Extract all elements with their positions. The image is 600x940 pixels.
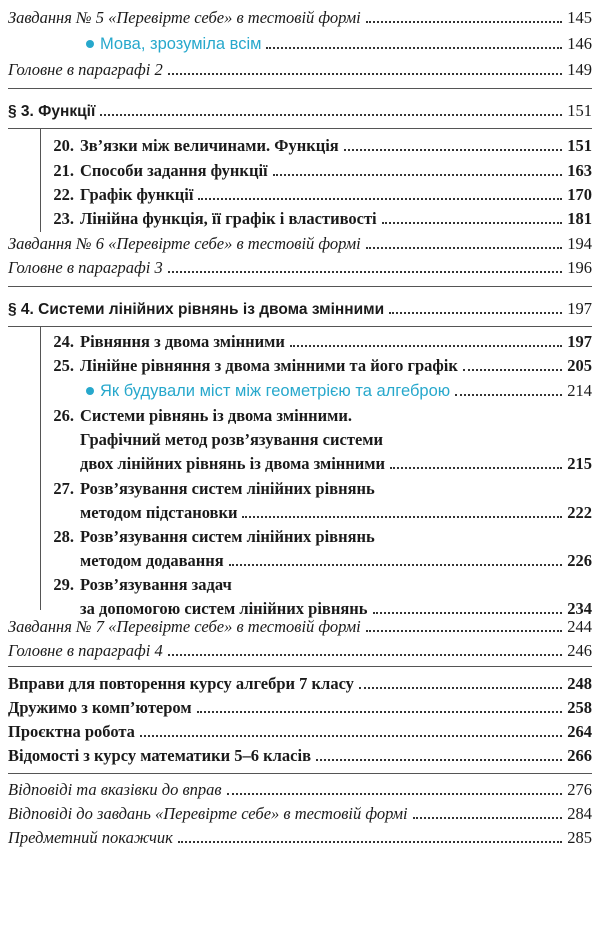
page-number: 258 [567, 698, 592, 717]
leader-dots [168, 654, 563, 656]
divider [40, 326, 41, 610]
leader-dots [413, 817, 563, 819]
page-number: 215 [567, 454, 592, 473]
entry-title: Дружимо з комп’ютером [8, 698, 192, 717]
toc-entry-line [46, 479, 375, 499]
toc-entry[interactable] [80, 551, 592, 571]
entry-number: 29. [53, 575, 74, 594]
toc-entry[interactable] [8, 780, 592, 800]
toc-entry[interactable] [8, 746, 592, 766]
toc-section[interactable] [8, 101, 592, 122]
page-number: 163 [567, 161, 592, 180]
entry-title [46, 332, 285, 352]
entry-title-text: Рівняння з двома змінними [80, 332, 285, 351]
leader-dots [366, 21, 563, 23]
entry-title: Завдання № 7 «Перевірте себе» в тестовій формі [8, 617, 361, 636]
entry-title: Відповіді до завдань «Перевірте себе» в тестовій формі [8, 804, 408, 823]
entry-title: Головне в параграфі 4 [8, 641, 163, 660]
toc-entry[interactable] [46, 185, 592, 205]
toc-entry[interactable] [8, 8, 592, 28]
page-number: 146 [567, 34, 592, 53]
toc-entry[interactable] [8, 828, 592, 848]
bullet-icon [86, 387, 94, 395]
entry-number: 21. [53, 161, 74, 180]
toc-entry-featured[interactable] [86, 381, 592, 401]
toc-entry[interactable] [8, 617, 592, 637]
entry-title: Завдання № 6 «Перевірте себе» в тестовій формі [8, 234, 361, 253]
entry-title: Проєктна робота [8, 722, 135, 741]
toc-entry[interactable] [80, 454, 592, 474]
toc-entry[interactable] [46, 136, 592, 156]
entry-title-text: Способи задання функції [80, 161, 268, 180]
entry-title-text: Лінійна функція, її графік і властивості [80, 209, 377, 228]
toc-entry[interactable] [8, 722, 592, 742]
leader-dots [316, 759, 562, 761]
entry-number: 28. [53, 527, 74, 546]
toc-entry-line: Графічний метод розв’язування системи [80, 430, 384, 449]
leader-dots [168, 73, 563, 75]
entry-number: 27. [53, 479, 74, 498]
toc-entry[interactable] [8, 234, 592, 254]
toc-entry[interactable] [8, 698, 592, 718]
entry-title [46, 356, 458, 376]
leader-dots [178, 841, 562, 843]
entry-title-text: Мова, зрозуміла всім [100, 35, 262, 53]
page-number: 151 [567, 136, 592, 155]
leader-dots [242, 516, 562, 518]
toc-entry-line [46, 575, 232, 595]
entry-title: Предметний покажчик [8, 828, 173, 847]
leader-dots [389, 312, 562, 314]
entry-title: Головне в параграфі 3 [8, 258, 163, 277]
entry-number: 22. [53, 185, 74, 204]
toc-entry[interactable] [8, 60, 592, 80]
leader-dots [290, 345, 562, 347]
entry-title: Завдання № 5 «Перевірте себе» в тестовій формі [8, 8, 361, 27]
divider [40, 128, 41, 232]
page-number: 181 [567, 209, 592, 228]
divider [8, 88, 592, 89]
toc-entry-line [46, 527, 375, 547]
entry-title-text: Розв’язування систем лінійних рівнянь [80, 527, 375, 546]
entry-title [46, 161, 268, 181]
toc-entry[interactable] [8, 641, 592, 661]
entry-title: Відомості з курсу математики 5–6 класів [8, 746, 312, 765]
leader-dots [366, 247, 563, 249]
leader-dots [197, 711, 563, 713]
leader-dots [455, 394, 562, 396]
page-number: 197 [567, 299, 592, 318]
entry-title-text: методом підстановки [80, 503, 238, 522]
entry-title-text: двох лінійних рівнянь із двома змінними [80, 454, 386, 473]
page-number: 149 [567, 60, 592, 79]
leader-dots [266, 47, 562, 49]
page-number: 170 [567, 185, 592, 204]
toc-entry[interactable] [8, 674, 592, 694]
entry-title-text: методом додавання [80, 551, 224, 570]
toc-entry-featured[interactable] [86, 34, 592, 54]
leader-dots [273, 174, 563, 176]
entry-title-text: за допомогою систем лінійних рівнянь [80, 599, 368, 618]
entry-number: 23. [53, 209, 74, 228]
toc-entry[interactable] [46, 356, 592, 376]
page-number: 264 [567, 722, 592, 741]
leader-dots [390, 467, 562, 469]
leader-dots [382, 222, 563, 224]
page-number: 145 [567, 8, 592, 27]
entry-title-text: Розв’язування систем лінійних рівнянь [80, 479, 375, 498]
page-number: 234 [567, 599, 592, 618]
page-number: 151 [567, 101, 592, 120]
leader-dots [198, 198, 562, 200]
page-number: 284 [567, 804, 592, 823]
divider [8, 128, 592, 129]
entry-number: 20. [53, 136, 74, 155]
leader-dots [463, 369, 562, 371]
divider [8, 326, 592, 327]
page-number: 266 [567, 746, 592, 765]
bullet-icon [86, 40, 94, 48]
entry-title: Відповіді та вказівки до вправ [8, 780, 222, 799]
toc-entry[interactable] [46, 161, 592, 181]
page-number: 197 [567, 332, 592, 351]
page-number: 246 [567, 641, 592, 660]
leader-dots [229, 564, 563, 566]
entry-number: 26. [53, 406, 74, 425]
divider [8, 286, 592, 287]
entry-number: 25. [53, 356, 74, 375]
page-number: 276 [567, 780, 592, 799]
page-number: 285 [567, 828, 592, 847]
page-number: 196 [567, 258, 592, 277]
page-number: 214 [567, 381, 592, 400]
toc-entry[interactable] [46, 209, 592, 229]
leader-dots [140, 735, 562, 737]
toc-entry[interactable] [46, 332, 592, 352]
divider [8, 773, 592, 774]
leader-dots [373, 612, 563, 614]
section-title: § 3. Функції [8, 103, 96, 120]
toc-entry[interactable] [80, 503, 592, 523]
page-number: 248 [567, 674, 592, 693]
leader-dots [344, 149, 563, 151]
entry-title [86, 381, 450, 401]
entry-title: Вправи для повторення курсу алгебри 7 класу [8, 674, 354, 693]
toc-section[interactable] [8, 299, 592, 320]
divider [8, 666, 592, 667]
toc-entry[interactable] [8, 258, 592, 278]
entry-title-text: Системи рівнянь із двома змінними. [80, 406, 353, 425]
entry-title-text: Розв’язування задач [80, 575, 232, 594]
page-number: 222 [567, 503, 592, 522]
leader-dots [227, 793, 563, 795]
page-number: 205 [567, 356, 592, 375]
entry-title [46, 209, 377, 229]
leader-dots [168, 271, 563, 273]
section-title: § 4. Системи лінійних рівнянь із двома змінними [8, 301, 385, 318]
entry-title-text: Як будували міст між геометрією та алгеброю [100, 382, 451, 400]
toc-entry[interactable] [8, 804, 592, 824]
entry-number: 24. [53, 332, 74, 351]
toc-entry[interactable] [80, 599, 592, 619]
entry-title: Головне в параграфі 2 [8, 60, 163, 79]
leader-dots [100, 114, 562, 116]
page-number: 194 [567, 234, 592, 253]
entry-title-text: Лінійне рівняння з двома змінними та його графік [80, 356, 458, 375]
page-number: 226 [567, 551, 592, 570]
entry-title [86, 34, 261, 54]
leader-dots [366, 630, 563, 632]
entry-title [46, 185, 193, 205]
toc-entry-line [46, 406, 352, 426]
entry-title [46, 136, 339, 156]
entry-title-text: Графік функції [80, 185, 194, 204]
entry-title-text: Зв’язки між величинами. Функція [80, 136, 339, 155]
page-number: 244 [567, 617, 592, 636]
leader-dots [359, 687, 562, 689]
